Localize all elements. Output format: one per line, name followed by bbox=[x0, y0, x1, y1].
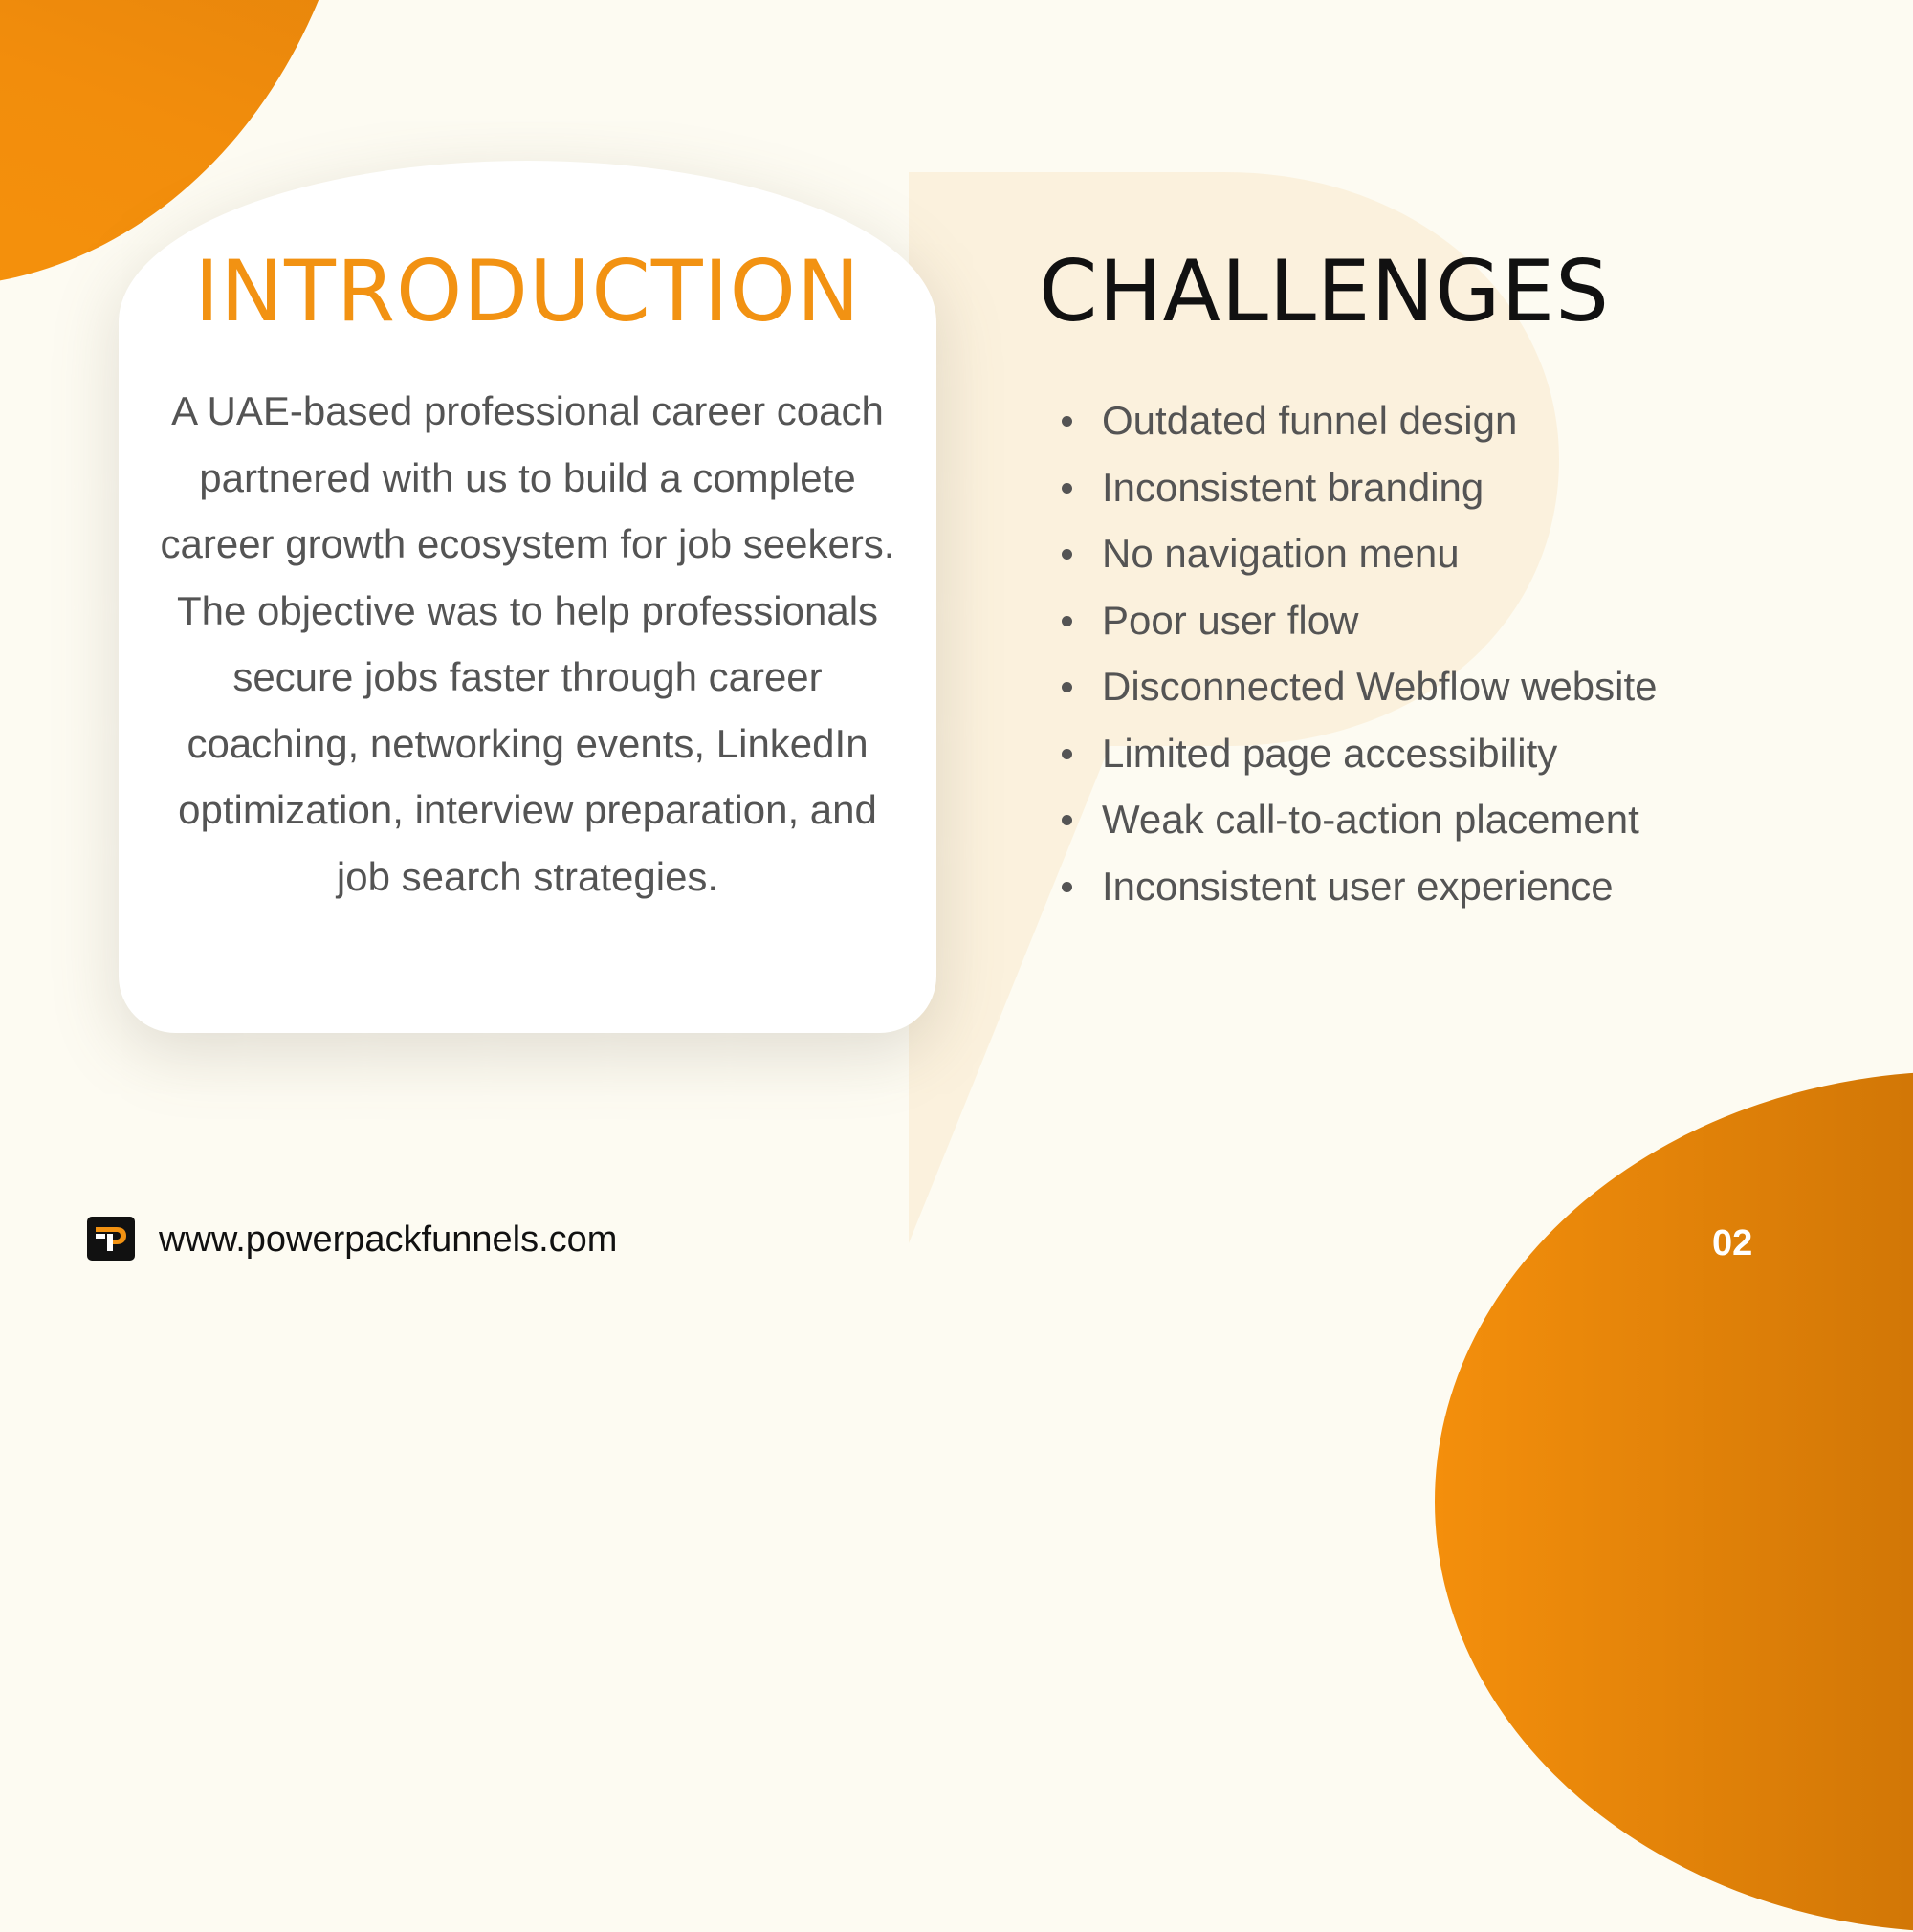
bullet-icon bbox=[1062, 483, 1072, 494]
challenge-item-label: Disconnected Webflow website bbox=[1102, 664, 1658, 709]
challenge-item-label: Weak call-to-action placement bbox=[1102, 797, 1639, 842]
bullet-icon bbox=[1062, 549, 1072, 560]
introduction-body: A UAE-based professional career coach partnered with us to build a complete career growth ecosystem for job seekers. The objective was to help professionals secure jobs faster through career coaching, networking events, LinkedIn optimization, interview preparation, and job search strategies. bbox=[160, 388, 895, 899]
challenge-item bbox=[1062, 853, 1658, 920]
bullet-icon bbox=[1062, 882, 1072, 892]
introduction-title: INTRODUCTION bbox=[194, 242, 861, 340]
powerpack-funnels-logo-icon bbox=[87, 1217, 135, 1261]
challenge-item-label: Inconsistent user experience bbox=[1102, 863, 1614, 909]
bullet-icon bbox=[1062, 682, 1072, 692]
footer-url[interactable]: www.powerpackfunnels.com bbox=[159, 1219, 618, 1260]
challenge-item-label: Outdated funnel design bbox=[1102, 398, 1518, 443]
challenge-item bbox=[1062, 720, 1658, 787]
bullet-icon bbox=[1062, 616, 1072, 626]
challenge-item-label: Limited page accessibility bbox=[1102, 730, 1558, 776]
challenge-item bbox=[1062, 454, 1658, 521]
challenge-item bbox=[1062, 786, 1658, 853]
challenge-item bbox=[1062, 387, 1658, 454]
challenge-item bbox=[1062, 587, 1658, 654]
page-number: 02 bbox=[1712, 1223, 1753, 1263]
bullet-icon bbox=[1062, 815, 1072, 825]
challenge-item bbox=[1062, 653, 1658, 720]
challenge-item-label: Inconsistent branding bbox=[1102, 464, 1484, 510]
bullet-icon bbox=[1062, 749, 1072, 759]
challenges-title: CHALLENGES bbox=[1039, 242, 1610, 340]
bullet-icon bbox=[1062, 416, 1072, 427]
challenges-list bbox=[1062, 387, 1658, 919]
challenge-item-label: No navigation menu bbox=[1102, 531, 1460, 576]
challenge-item bbox=[1062, 520, 1658, 587]
challenge-item-label: Poor user flow bbox=[1102, 597, 1359, 643]
